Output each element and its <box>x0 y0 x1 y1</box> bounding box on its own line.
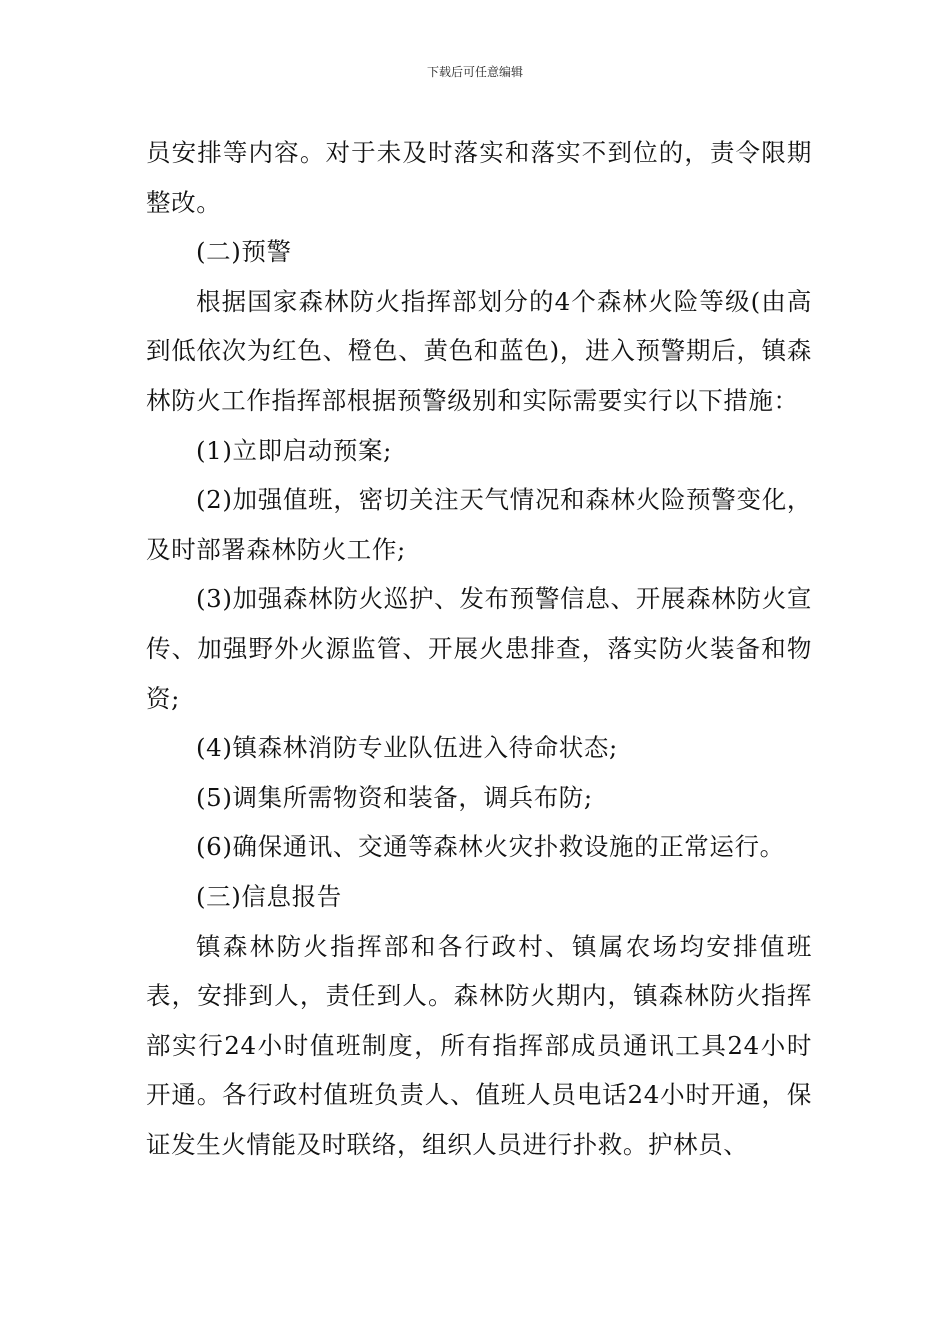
section-heading-warning: (二)预警 <box>196 237 292 267</box>
document-body <box>146 128 812 1169</box>
paragraph-continued: 员安排等内容。对于未及时落实和落实不到位的，责令限期整改。 <box>146 138 812 217</box>
page-header: 下载后可任意编辑 <box>426 65 523 79</box>
section-heading-info-report: (三)信息报告 <box>196 881 342 911</box>
list-item-6: (6)确保通讯、交通等森林火灾扑救设施的正常运行。 <box>196 832 785 862</box>
list-item-1: (1)立即启动预案; <box>196 435 392 465</box>
list-item-3: (3)加强森林防火巡护、发布预警信息、开展森林防火宣传、加强野外火源监管、开展火患排查，落实防火装备和物资; <box>146 584 812 713</box>
list-item-4: (4)镇森林消防专业队伍进入待命状态; <box>196 733 618 763</box>
paragraph-info-report: 镇森林防火指挥部和各行政村、镇属农场均安排值班表，安排到人，责任到人。森林防火期内，镇森林防火指挥部实行24小时值班制度，所有指挥部成员通讯工具24小时开通。各行政村值班负责人、值班人员电话24小时开通，保证发生火情能及时联络，组织人员进行扑救。护林员、 <box>146 931 812 1159</box>
paragraph-warning-intro: 根据国家森林防火指挥部划分的4个森林火险等级(由高到低依次为红色、橙色、黄色和蓝色)，进入预警期后，镇森林防火工作指挥部根据预警级别和实际需要实行以下措施： <box>146 286 812 415</box>
list-item-5: (5)调集所需物资和装备，调兵布防; <box>196 782 593 812</box>
list-item-2: (2)加强值班，密切关注天气情况和森林火险预警变化，及时部署森林防火工作; <box>146 485 812 564</box>
